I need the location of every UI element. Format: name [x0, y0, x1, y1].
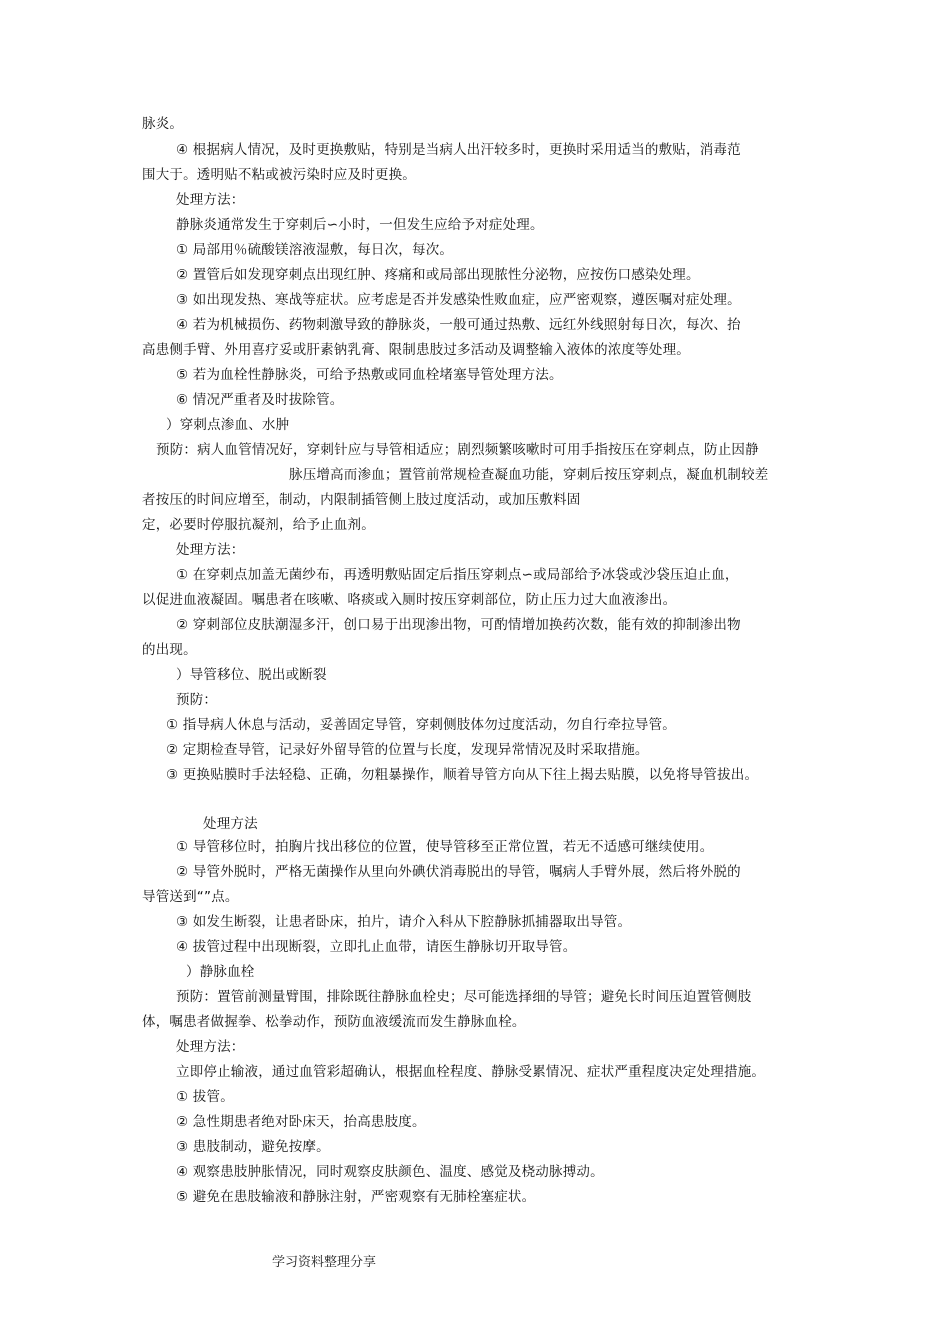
list-item: ③ 患肢制动，避免按摩。 — [176, 1139, 330, 1155]
list-item: ① 在穿刺点加盖无菌纱布，再透明敷贴固定后指压穿刺点∽或局部给予冰袋或沙袋压迫止血， — [176, 567, 739, 583]
section-heading: 预防： — [176, 692, 218, 708]
text-line: 高患侧手臂、外用喜疗妥或肝素钠乳膏、限制患肢过多活动及调整输入液体的浓度等处理。 — [142, 342, 690, 358]
text-line: 围大于。透明贴不粘或被污染时应及时更换。 — [142, 167, 416, 183]
list-item: ② 定期检查导管，记录好外留导管的位置与长度，发现异常情况及时采取措施。 — [166, 742, 649, 758]
section-heading: ）穿刺点渗血、水肿 — [166, 417, 290, 433]
list-item: ② 急性期患者绝对卧床天，抬高患肢度。 — [176, 1114, 426, 1130]
list-item: ② 导管外脱时，严格无菌操作从里向外碘伏消毒脱出的导管，嘱病人手臂外展，然后将外脱的 — [176, 864, 741, 880]
section-heading: 处理方法 — [203, 816, 258, 832]
list-item: ② 置管后如发现穿刺点出现红肿、疼痛和或局部出现脓性分泌物，应按伤口感染处理。 — [176, 267, 700, 283]
text-line: 静脉炎通常发生于穿刺后∽小时，一但发生应给予对症处理。 — [176, 217, 544, 233]
list-item: ① 指导病人休息与活动，妥善固定导管，穿刺侧肢体勿过度活动，勿自行牵拉导管。 — [166, 717, 676, 733]
section-heading: 处理方法： — [176, 542, 245, 558]
list-item: ① 导管移位时，拍胸片找出移位的位置，使导管移至正常位置，若无不适感可继续使用。 — [176, 839, 714, 855]
text-line: 立即停止输液，通过血管彩超确认，根据血栓程度、静脉受累情况、症状严重程度决定处理措施。 — [176, 1064, 766, 1080]
text-line: 预防：病人血管情况好，穿刺针应与导管相适应；剧烈频繁咳嗽时可用手指按压在穿刺点，防止因静 — [156, 442, 759, 458]
text-line: 预防：置管前测量臂围，排除既往静脉血栓史；尽可能选择细的导管；避免长时间压迫置管侧肢 — [176, 989, 752, 1005]
list-item: ① 局部用％硫酸镁溶液湿敷，每日次，每次。 — [176, 242, 454, 258]
text-line: 以促进血液凝固。嘱患者在咳嗽、咯痰或入厕时按压穿刺部位，防止压力过大血液渗出。 — [142, 592, 677, 608]
list-item: ⑤ 避免在患肢输液和静脉注射，严密观察有无肺栓塞症状。 — [176, 1189, 536, 1205]
list-item: ⑤ 若为血栓性静脉炎，可给予热敷或同血栓堵塞导管处理方法。 — [176, 367, 563, 383]
list-item: ⑥ 情况严重者及时拔除管。 — [176, 392, 344, 408]
list-item: ② 穿刺部位皮肤潮湿多汗，创口易于出现渗出物，可酌情增加换药次数，能有效的抑制渗出物 — [176, 617, 741, 633]
list-item: ④ 拔管过程中出现断裂，立即扎止血带，请医生静脉切开取导管。 — [176, 939, 577, 955]
list-item: ③ 如出现发热、寒战等症状。应考虑是否并发感染性败血症，应严密观察，遵医嘱对症处理。 — [176, 292, 741, 308]
section-heading: 处理方法： — [176, 192, 245, 208]
text-line: 者按压的时间应增至，制动，内限制插管侧上肢过度活动，或加压敷料固 — [142, 492, 581, 508]
text-line: 的出现。 — [142, 642, 197, 658]
section-heading: ）导管移位、脱出或断裂 — [176, 667, 327, 683]
text-line: 脉炎。 — [142, 116, 184, 132]
list-item: ④ 观察患肢肿胀情况，同时观察皮肤颜色、温度、感觉及桡动脉搏动。 — [176, 1164, 604, 1180]
page-footer: 学习资料整理分享 — [272, 1255, 377, 1270]
section-heading: ）静脉血栓 — [186, 964, 255, 980]
text-line: 导管送到“”点。 — [142, 889, 239, 905]
list-item: ① 拔管。 — [176, 1089, 234, 1105]
list-item: ④ 若为机械损伤、药物刺激导致的静脉炎，一般可通过热敷、远红外线照射每日次，每次、抬 — [176, 317, 741, 333]
text-line: 脉压增高而渗血；置管前常规检查凝血功能，穿刺后按压穿刺点，凝血机制较差 — [289, 467, 769, 483]
text-line: 定，必要时停服抗凝剂，给予止血剂。 — [142, 517, 375, 533]
list-item: ③ 更换贴膜时手法轻稳、正确，勿粗暴操作，顺着导管方向从下往上揭去贴膜，以免将导管拔出。 — [166, 767, 759, 783]
list-item: ③ 如发生断裂，让患者卧床，拍片，请介入科从下腔静脉抓捕器取出导管。 — [176, 914, 632, 930]
text-line: 体，嘱患者做握拳、松拳动作，预防血液缓流而发生静脉血栓。 — [142, 1014, 526, 1030]
section-heading: 处理方法： — [176, 1039, 245, 1055]
text-line: ④ 根据病人情况，及时更换敷贴，特别是当病人出汗较多时，更换时采用适当的敷贴，消毒范 — [176, 142, 741, 158]
